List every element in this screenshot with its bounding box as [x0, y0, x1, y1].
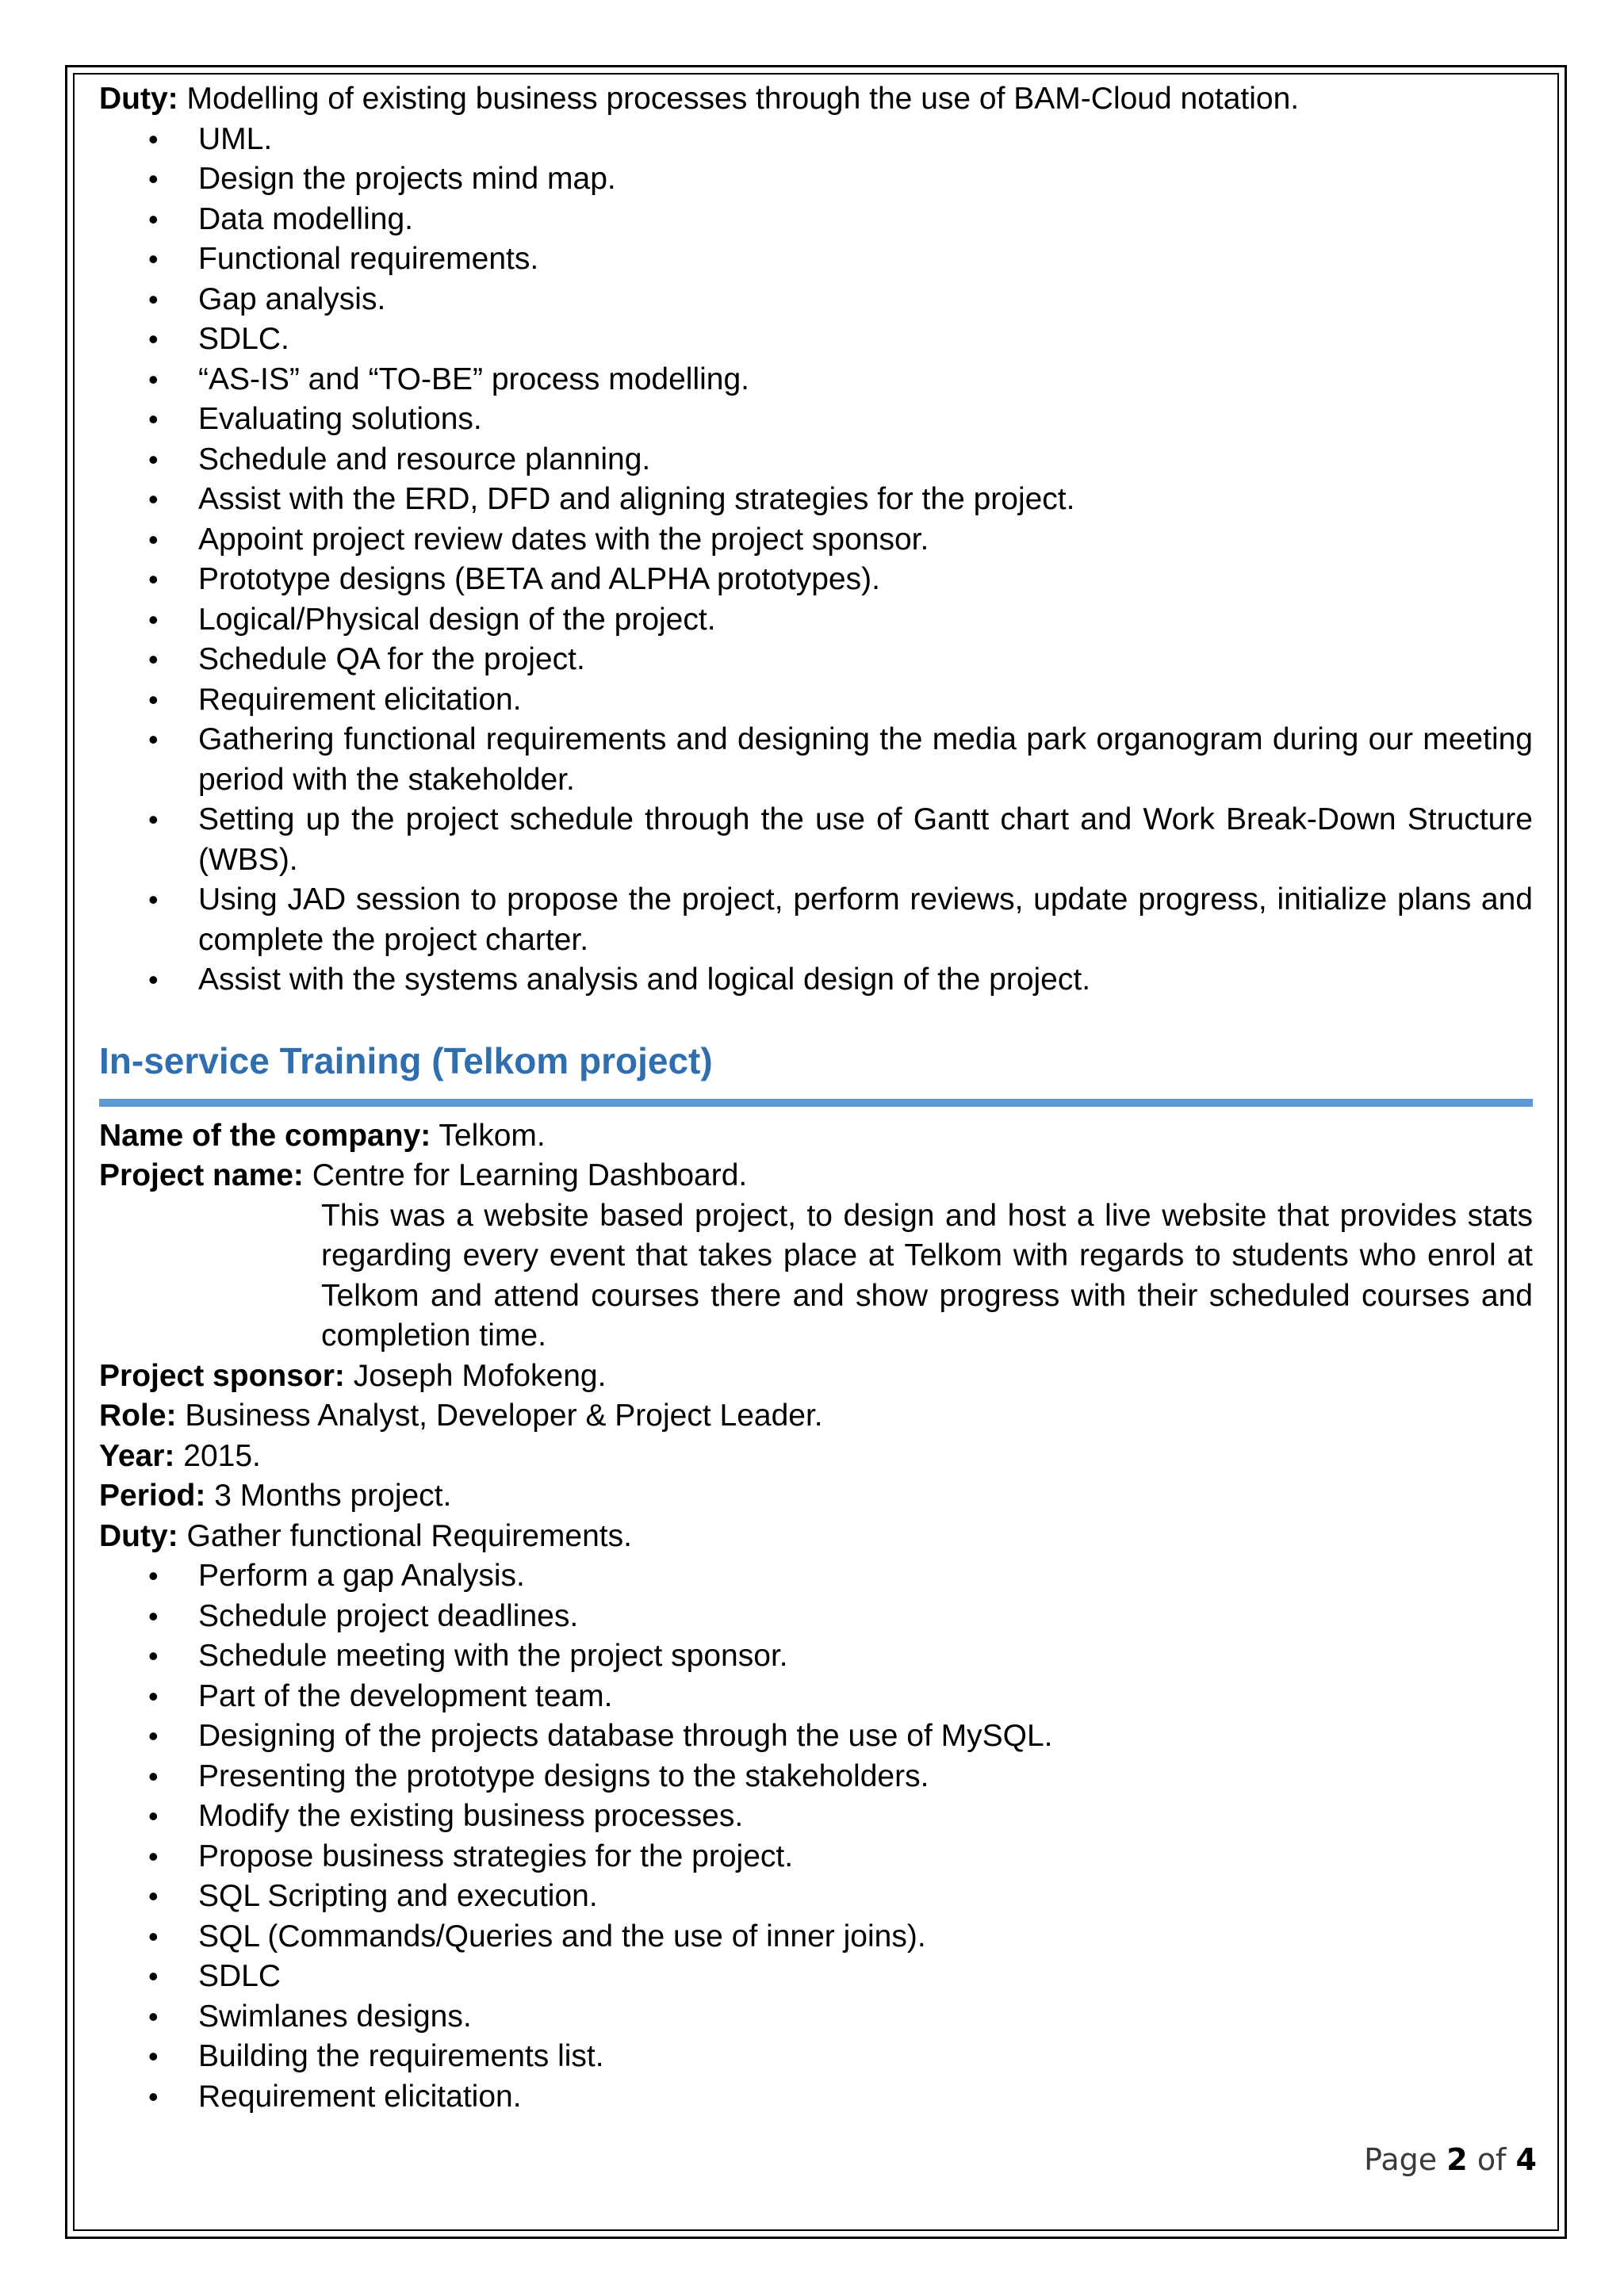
list-item: • Part of the development team.	[99, 1677, 1533, 1717]
project-description: This was a website based project, to design and host a live website that provides stats regarding every event that takes place at Telkom with regards to students who enrol at Telkom and attend courses there and show progress with their scheduled courses and completion time.	[321, 1198, 1533, 1353]
duty-value: Gather functional Requirements.	[186, 1518, 632, 1553]
list-item: • Using JAD session to propose the project, perform reviews, update progress, initialize plans and complete the project charter.	[99, 880, 1533, 960]
duty-line-section2	[99, 1517, 1533, 1557]
list-item: • Designing of the projects database through the use of MySQL.	[99, 1716, 1533, 1757]
section-heading: In-service Training (Telkom project)	[99, 1039, 713, 1081]
page-word: Page	[1364, 2142, 1438, 2177]
section2-duty-list	[99, 1556, 1533, 2117]
role-line	[99, 1396, 1533, 1437]
list-item: • Logical/Physical design of the project.	[99, 600, 1533, 641]
list-item: • Swimlanes designs.	[99, 1997, 1533, 2038]
company-line	[99, 1116, 1533, 1157]
list-item: • UML.	[99, 120, 1533, 160]
sponsor-value: Joseph Mofokeng.	[353, 1358, 607, 1393]
document-content	[99, 79, 1533, 2117]
duty-line-project1	[99, 79, 1533, 120]
list-item: • Schedule project deadlines.	[99, 1597, 1533, 1637]
list-item: • Schedule meeting with the project sponsor.	[99, 1636, 1533, 1677]
sponsor-label: Project sponsor:	[99, 1358, 345, 1393]
list-item: • Requirement elicitation.	[99, 2077, 1533, 2118]
period-label: Period:	[99, 1479, 206, 1513]
company-value: Telkom.	[439, 1118, 546, 1153]
list-item: • Assist with the systems analysis and logical design of the project.	[99, 960, 1533, 1001]
list-item: • Prototype designs (BETA and ALPHA prototypes).	[99, 560, 1533, 600]
list-item: • Appoint project review dates with the project sponsor.	[99, 520, 1533, 561]
list-item: • “AS-IS” and “TO-BE” process modelling.	[99, 360, 1533, 400]
section-divider	[99, 1099, 1533, 1107]
total-pages: 4	[1515, 2142, 1537, 2177]
list-item: • Data modelling.	[99, 200, 1533, 240]
year-line	[99, 1437, 1533, 1477]
list-item: • SQL (Commands/Queries and the use of inner joins).	[99, 1917, 1533, 1957]
of-word: of	[1477, 2142, 1507, 2177]
company-label: Name of the company:	[99, 1118, 431, 1153]
period-value: 3 Months project.	[214, 1479, 452, 1513]
list-item: • Schedule QA for the project.	[99, 640, 1533, 680]
list-item: • Evaluating solutions.	[99, 400, 1533, 440]
page-number	[1364, 2142, 1537, 2177]
list-item: • Functional requirements.	[99, 239, 1533, 280]
role-value: Business Analyst, Developer & Project Leader.	[185, 1399, 823, 1433]
sponsor-line	[99, 1357, 1533, 1397]
list-item: • Presenting the prototype designs to the stakeholders.	[99, 1757, 1533, 1797]
list-item: • Perform a gap Analysis.	[99, 1556, 1533, 1597]
project-name-line	[99, 1156, 1533, 1196]
duty-text: Modelling of existing business processes through the use of BAM-Cloud notation.	[186, 82, 1300, 116]
list-item: • SDLC	[99, 1957, 1533, 1997]
list-item: • Propose business strategies for the project.	[99, 1837, 1533, 1877]
list-item: • Requirement elicitation.	[99, 680, 1533, 721]
list-item: • SDLC.	[99, 320, 1533, 360]
duty-label: Duty:	[99, 1518, 178, 1553]
role-label: Role:	[99, 1399, 177, 1433]
list-item: • Building the requirements list.	[99, 2037, 1533, 2077]
list-item: • Gap analysis.	[99, 280, 1533, 320]
list-item: • SQL Scripting and execution.	[99, 1877, 1533, 1917]
project-name-value: Centre for Learning Dashboard.	[312, 1158, 748, 1192]
project-name-label: Project name:	[99, 1158, 304, 1192]
current-page: 2	[1446, 2142, 1468, 2177]
list-item: • Gathering functional requirements and designing the media park organogram during our meeting period with the stakeholder.	[99, 720, 1533, 800]
year-label: Year:	[99, 1438, 175, 1473]
list-item: • Assist with the ERD, DFD and aligning strategies for the project.	[99, 480, 1533, 520]
list-item: • Setting up the project schedule through the use of Gantt chart and Work Break-Down Structure (WBS).	[99, 800, 1533, 880]
list-item: • Modify the existing business processes.	[99, 1797, 1533, 1837]
year-value: 2015.	[183, 1438, 261, 1473]
list-item: • Design the projects mind map.	[99, 159, 1533, 200]
project1-duty-list	[99, 120, 1533, 1001]
list-item: • Schedule and resource planning.	[99, 440, 1533, 480]
period-line	[99, 1476, 1533, 1517]
duty-label: Duty:	[99, 82, 178, 116]
